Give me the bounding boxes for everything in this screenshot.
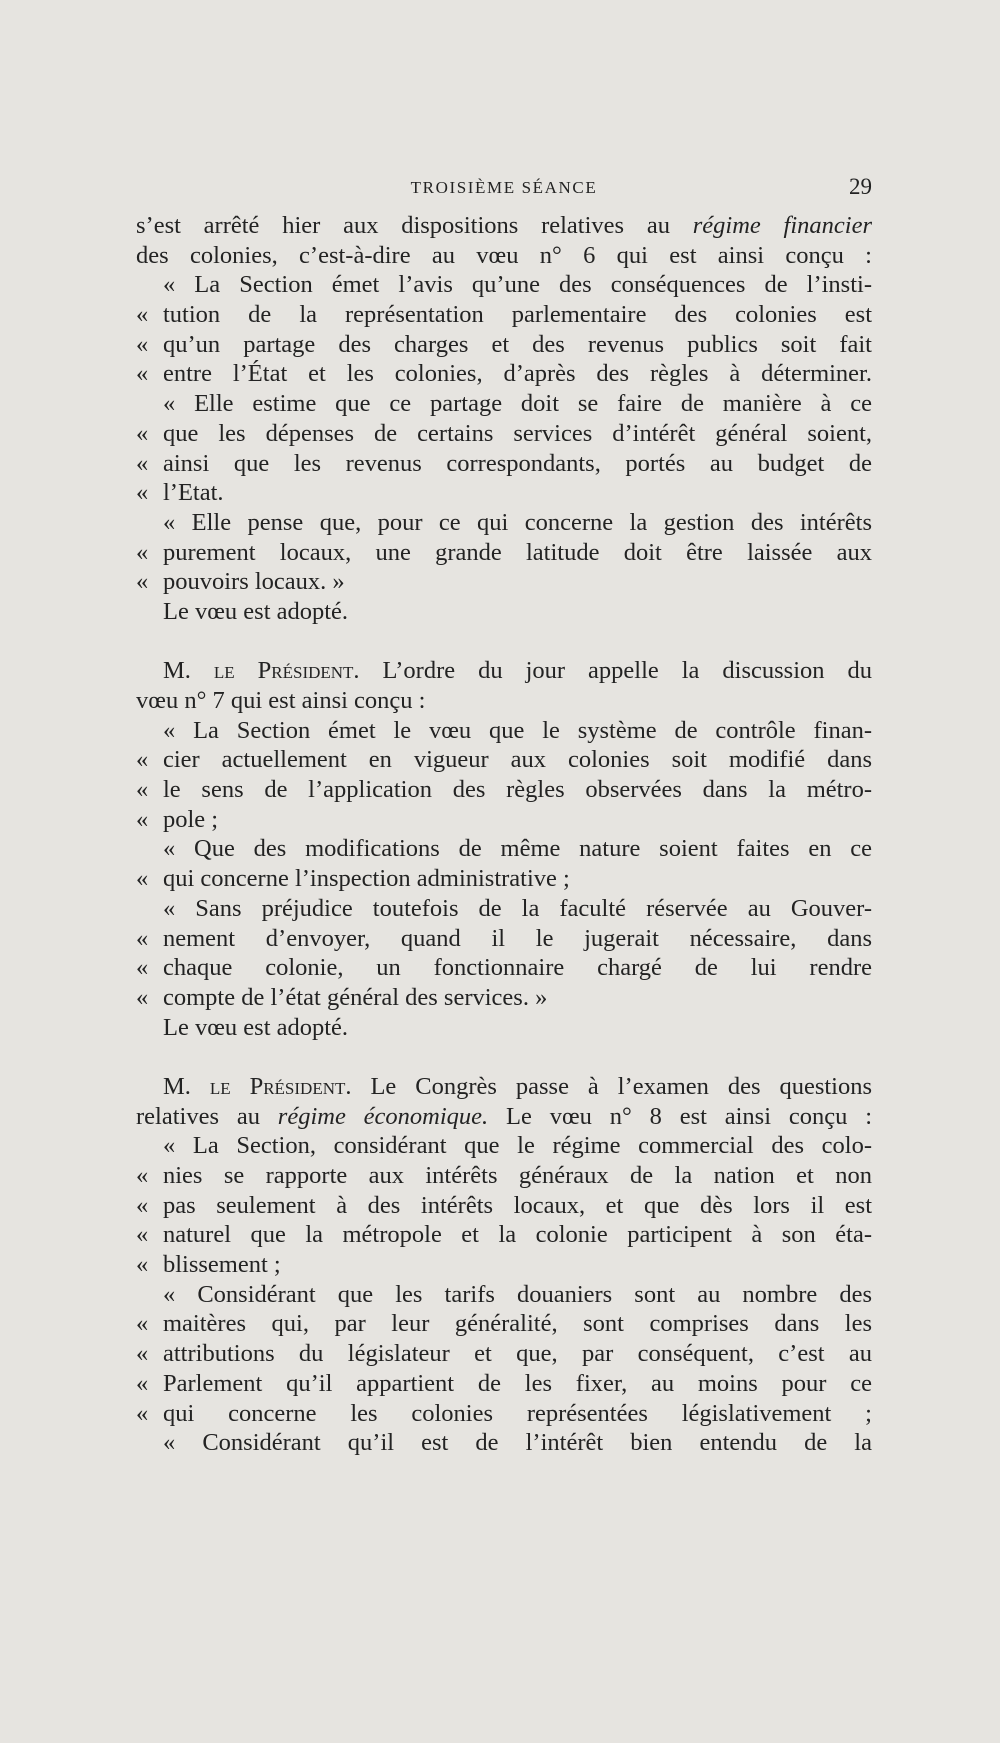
guillemet: « — [136, 538, 149, 566]
paragraph-gap — [136, 1042, 872, 1072]
speaker-name: M. le Président. — [163, 1072, 352, 1100]
guillemet: « — [136, 1369, 149, 1397]
guillemet: « — [136, 568, 149, 596]
quote-line: « pole ; — [136, 805, 219, 833]
quote-line: « compte de l’état général des services. » — [136, 983, 548, 1011]
body-text — [136, 211, 872, 1458]
page-header — [136, 174, 872, 204]
guillemet: « — [136, 805, 149, 833]
quote-line: « cier actuellement en vigueur aux colonies soit modifié dans — [136, 746, 872, 774]
guillemet: « — [136, 330, 149, 358]
guillemet: « — [136, 419, 149, 447]
text-line: relatives au régime économique. Le vœu n° 8 est ainsi conçu : — [136, 1102, 872, 1130]
quote-line: « Que des modifications de même nature soient faites en ce — [163, 835, 872, 863]
quote-line: « pas seulement à des intérêts locaux, et que dès lors il est — [136, 1191, 872, 1219]
quote-line: « Elle estime que ce partage doit se faire de manière à ce — [163, 390, 872, 418]
quote-line: « La Section émet le vœu que le système de contrôle finan- — [163, 716, 872, 744]
text-line: M. le Président. L’ordre du jour appelle la discussion du — [163, 657, 872, 685]
guillemet: « — [136, 1251, 149, 1279]
text-line: Le vœu est adopté. — [163, 597, 349, 625]
guillemet: « — [136, 301, 149, 329]
guillemet: « — [136, 360, 149, 388]
speaker-name: M. le Président. — [163, 657, 360, 685]
quote-line: « attributions du législateur et que, par conséquent, c’est au — [136, 1340, 872, 1368]
text-line: M. le Président. Le Congrès passe à l’examen des questions — [163, 1072, 872, 1100]
quote-line: « Sans préjudice toutefois de la faculté réservée au Gouver- — [163, 894, 872, 922]
running-head: TROISIÈME SÉANCE — [410, 178, 598, 197]
quote-line: « ainsi que les revenus correspondants, portés au budget de — [136, 449, 872, 477]
guillemet: « — [136, 479, 149, 507]
quote-line: « La Section, considérant que le régime commercial des colo- — [163, 1132, 872, 1160]
guillemet: « — [136, 1191, 149, 1219]
guillemet: « — [136, 1221, 149, 1249]
italic-term: régime financier — [692, 212, 872, 239]
quote-line: « qu’un partage des charges et des revenus publics soit fait — [136, 330, 872, 358]
quote-line: « le sens de l’application des règles observées dans la métro- — [136, 776, 872, 804]
quote-line: « La Section émet l’avis qu’une des conséquences de l’insti- — [163, 271, 872, 299]
quote-line: « Parlement qu’il appartient de les fixer, au moins pour ce — [136, 1369, 872, 1397]
text-line: Le vœu est adopté. — [163, 1013, 349, 1041]
quote-line: « entre l’État et les colonies, d’après des règles à déterminer. — [136, 360, 872, 388]
guillemet: « — [136, 1340, 149, 1368]
quote-line: « naturel que la métropole et la colonie participent à son éta- — [136, 1221, 872, 1249]
page-number: 29 — [849, 174, 872, 199]
quote-line: « qui concerne l’inspection administrative ; — [136, 865, 570, 893]
guillemet: « — [136, 1162, 149, 1189]
italic-term: régime économique. — [277, 1102, 489, 1130]
paragraph-gap — [136, 627, 872, 657]
quote-line: « Elle pense que, pour ce qui concerne la gestion des intérêts — [163, 508, 872, 536]
quote-line: « blissement ; — [136, 1251, 281, 1279]
guillemet: « — [136, 983, 149, 1011]
guillemet: « — [136, 1399, 149, 1427]
quote-line: « nies se rapporte aux intérêts généraux de la nation et non — [136, 1162, 872, 1189]
guillemet: « — [136, 776, 149, 804]
text-line: vœu n° 7 qui est ainsi conçu : — [136, 687, 426, 714]
quote-line: « qui concerne les colonies représentées législativement ; — [136, 1399, 872, 1427]
guillemet: « — [136, 954, 149, 982]
quote-line: « Considérant qu’il est de l’intérêt bien entendu de la — [163, 1429, 872, 1457]
quote-line: « chaque colonie, un fonctionnaire chargé de lui rendre — [136, 954, 872, 982]
guillemet: « — [136, 865, 149, 893]
text-line: s’est arrêté hier aux dispositions relatives au régime financier — [136, 212, 872, 239]
quote-line: « maitères qui, par leur généralité, sont comprises dans les — [136, 1310, 872, 1338]
guillemet: « — [136, 746, 149, 774]
quote-line: « nement d’envoyer, quand il le jugerait nécessaire, dans — [136, 924, 872, 952]
quote-line: « purement locaux, une grande latitude doit être laissée aux — [136, 538, 872, 566]
quote-line: « tution de la représentation parlementaire des colonies est — [136, 301, 872, 329]
quote-line: « l’Etat. — [136, 479, 224, 507]
text-line: des colonies, c’est-à-dire au vœu n° 6 qui est ainsi conçu : — [136, 241, 872, 269]
guillemet: « — [136, 1310, 149, 1338]
quote-line: « Considérant que les tarifs douaniers sont au nombre des — [163, 1280, 872, 1308]
guillemet: « — [136, 449, 149, 477]
quote-line: « que les dépenses de certains services d’intérêt général soient, — [136, 419, 872, 447]
guillemet: « — [136, 924, 149, 952]
quote-line: « pouvoirs locaux. » — [136, 568, 345, 596]
